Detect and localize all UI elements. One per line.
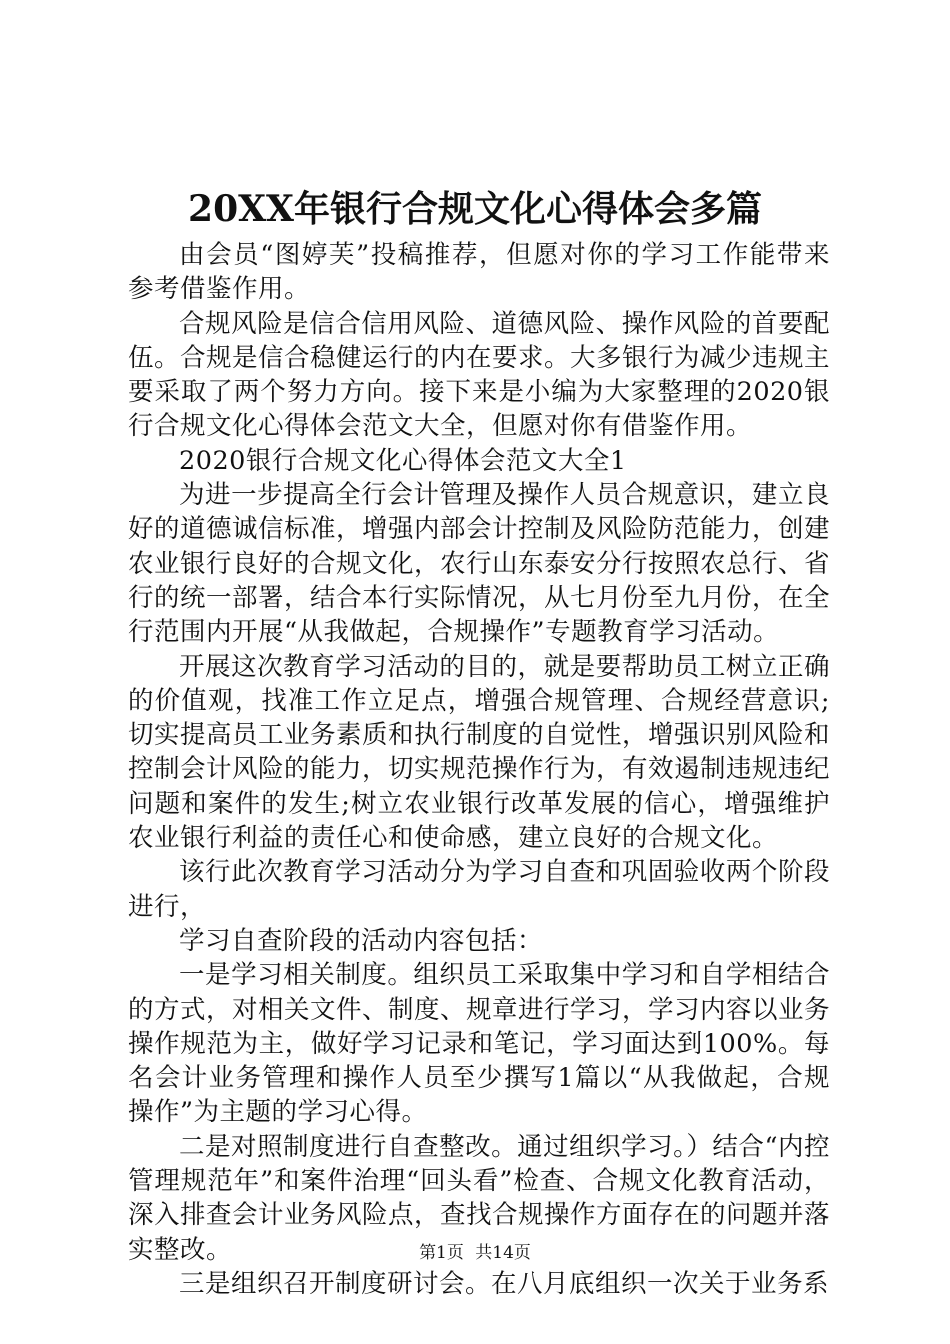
document-title: 20XX年银行合规文化心得体会多篇 <box>188 188 762 230</box>
paragraph: 二是对照制度进行自查整改。通过组织学习。）结合“内控管理规范年”和案件治理“回头看”检查、合规文化教育活动，深入排查会计业务风险点，查找合规操作方面存在的问题并落实整改。 <box>128 1131 831 1265</box>
page-footer <box>0 1241 950 1265</box>
paragraph-summary: 合规风险是信合信用风险、道德风险、操作风险的首要配伍。合规是信合稳健运行的内在要求。大多银行为减少违规主要采取了两个努力方向。接下来是小编为大家整理的2020银行合规文化心得体会范文大全，但愿对你有借鉴作用。 <box>128 308 831 442</box>
paragraph: 开展这次教育学习活动的目的，就是要帮助员工树立正确的价值观，找准工作立足点，增强合规管理、合规经营意识;切实提高员工业务素质和执行制度的自觉性，增强识别风险和控制会计风险的能力，切实规范操作行为，有效遏制违规违纪问题和案件的发生;树立农业银行改革发展的信心，增强维护农业银行利益的责任心和使命感，建立良好的合规文化。 <box>128 651 831 854</box>
section-heading: 2020银行合规文化心得体会范文大全1 <box>179 445 627 476</box>
paragraph: 该行此次教育学习活动分为学习自查和巩固验收两个阶段进行， <box>128 857 830 922</box>
document-body <box>128 238 830 1301</box>
paragraph: 为进一步提高全行会计管理及操作人员合规意识，建立良好的道德诚信标准，增强内部会计控制及风险防范能力，创建农业银行良好的合规文化，农行山东泰安分行按照农总行、省行的统一部署，结合本行实际情况，从七月份至九月份，在全行范围内开展“从我做起，合规操作”专题教育学习活动。 <box>128 480 831 648</box>
paragraph-intro: 由会员“图婷芙”投稿推荐，但愿对你的学习工作能带来参考借鉴作用。 <box>128 240 830 305</box>
page-total: 共14页 <box>475 1243 531 1263</box>
paragraph: 学习自查阶段的活动内容包括： <box>179 925 544 956</box>
page-number: 第1页 <box>419 1243 464 1263</box>
paragraph: 一是学习相关制度。组织员工采取集中学习和自学相结合的方式，对相关文件、制度、规章进行学习，学习内容以业务操作规范为主，做好学习记录和笔记，学习面达到100%。每名会计业务管理和操作人员至少撰写1篇以“从我做起，合规操作”为主题的学习心得。 <box>128 960 831 1128</box>
paragraph: 三是组织召开制度研讨会。在八月底组织一次关于业务系 <box>179 1268 830 1299</box>
